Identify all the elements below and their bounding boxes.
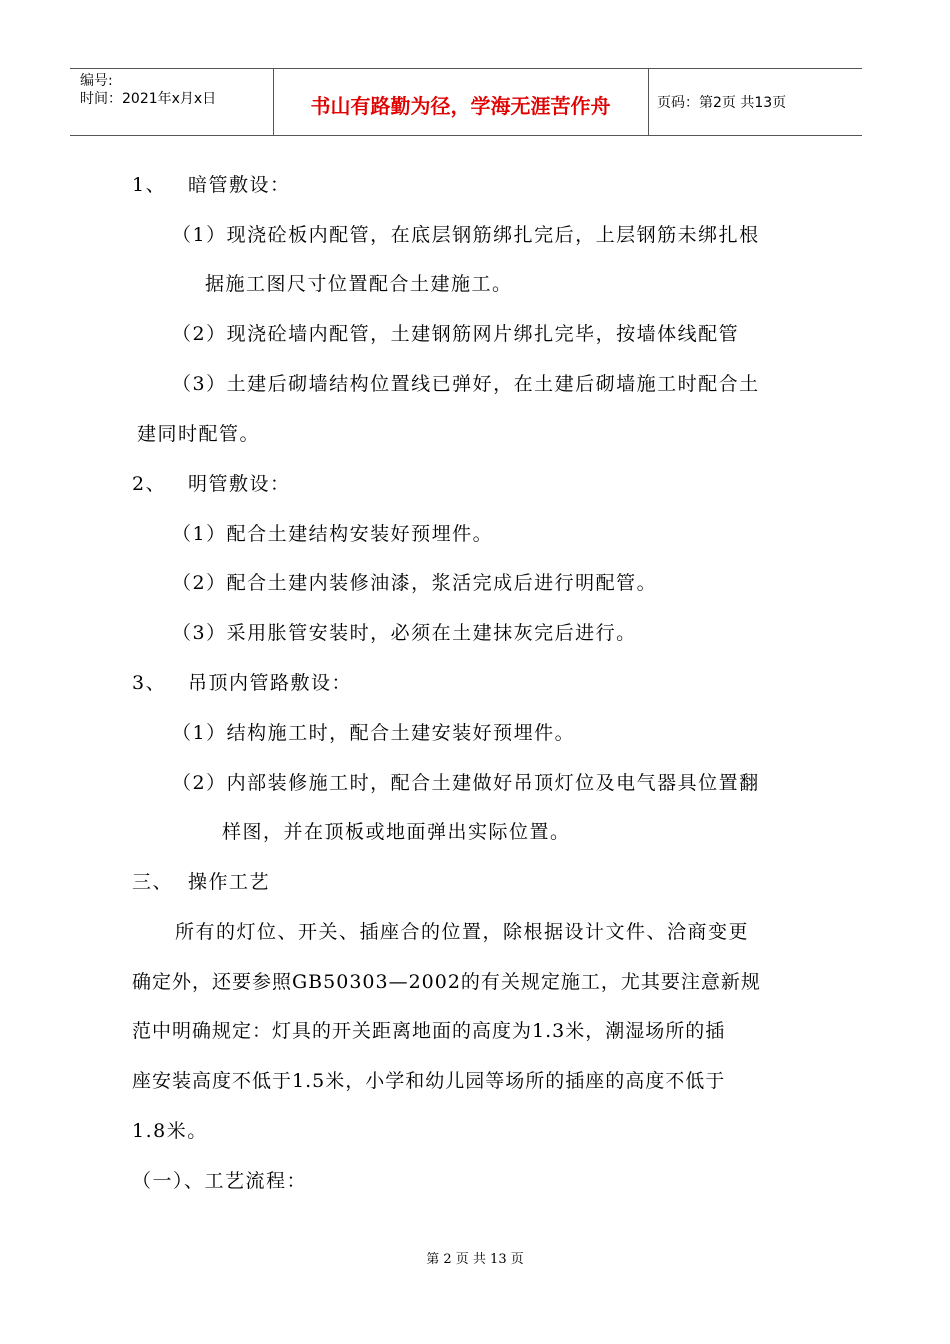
paragraph-line: （2）配合土建内装修油漆，浆活完成后进行明配管。 [172,572,658,594]
paragraph-line: 据施工图尺寸位置配合土建施工。 [205,273,513,295]
paragraph-line: （2）内部装修施工时，配合土建做好吊顶灯位及电气器具位置翻 [172,772,760,794]
section-2-number: 2、 [132,473,167,495]
section-1-number: 1、 [132,174,167,196]
paragraph-line: （1）配合土建结构安装好预埋件。 [172,523,494,545]
paragraph-line: 确定外，还要参照GB50303—2002的有关规定施工，尤其要注意新规 [132,971,761,993]
paragraph-line: 1.8米。 [132,1120,208,1142]
header-time-label: 时间：2021年x月x日 [80,91,217,107]
paragraph-line: （1）结构施工时，配合土建安装好预埋件。 [172,722,576,744]
page-footer: 第 2 页 共 13 页 [426,1252,524,1267]
paragraph-line: （2）现浇砼墙内配管，土建钢筋网片绑扎完毕，按墙体线配管 [172,323,740,345]
section-1-title: 暗管敷设： [188,174,291,196]
paragraph-line: 所有的灯位、开关、插座合的位置，除根据设计文件、洽商变更 [175,921,750,943]
header-page-label: 页码：第2页 共13页 [657,95,787,111]
header-bottom-rule [70,135,862,136]
section-2-title: 明管敷设： [188,473,291,495]
subsection-title: （一）、工艺流程： [132,1170,308,1192]
paragraph-line: 座安装高度不低于1.5米，小学和幼儿园等场所的插座的高度不低于 [132,1070,726,1092]
paragraph-line: 范中明确规定：灯具的开关距离地面的高度为1.3米，潮湿场所的插 [132,1020,726,1042]
chapter-3-number: 三、 [132,871,174,893]
header-divider-right [648,68,649,135]
header-top-rule [70,68,862,69]
section-3-number: 3、 [132,672,167,694]
paragraph-line: 样图，并在顶板或地面弹出实际位置。 [222,821,571,843]
paragraph-line: （1）现浇砼板内配管，在底层钢筋绑扎完后，上层钢筋未绑扎根 [172,224,760,246]
header-number-label: 编号: [80,73,113,89]
header-motto: 书山有路勤为径，学海无涯苦作舟 [310,94,611,118]
paragraph-line: 建同时配管。 [137,423,261,445]
section-3-title: 吊顶内管路敷设： [188,672,353,694]
paragraph-line: （3）采用胀管安装时，必须在土建抹灰完后进行。 [172,622,637,644]
chapter-3-title: 操作工艺 [188,871,271,893]
paragraph-line: （3）土建后砌墙结构位置线已弹好，在土建后砌墙施工时配合土 [172,373,760,395]
